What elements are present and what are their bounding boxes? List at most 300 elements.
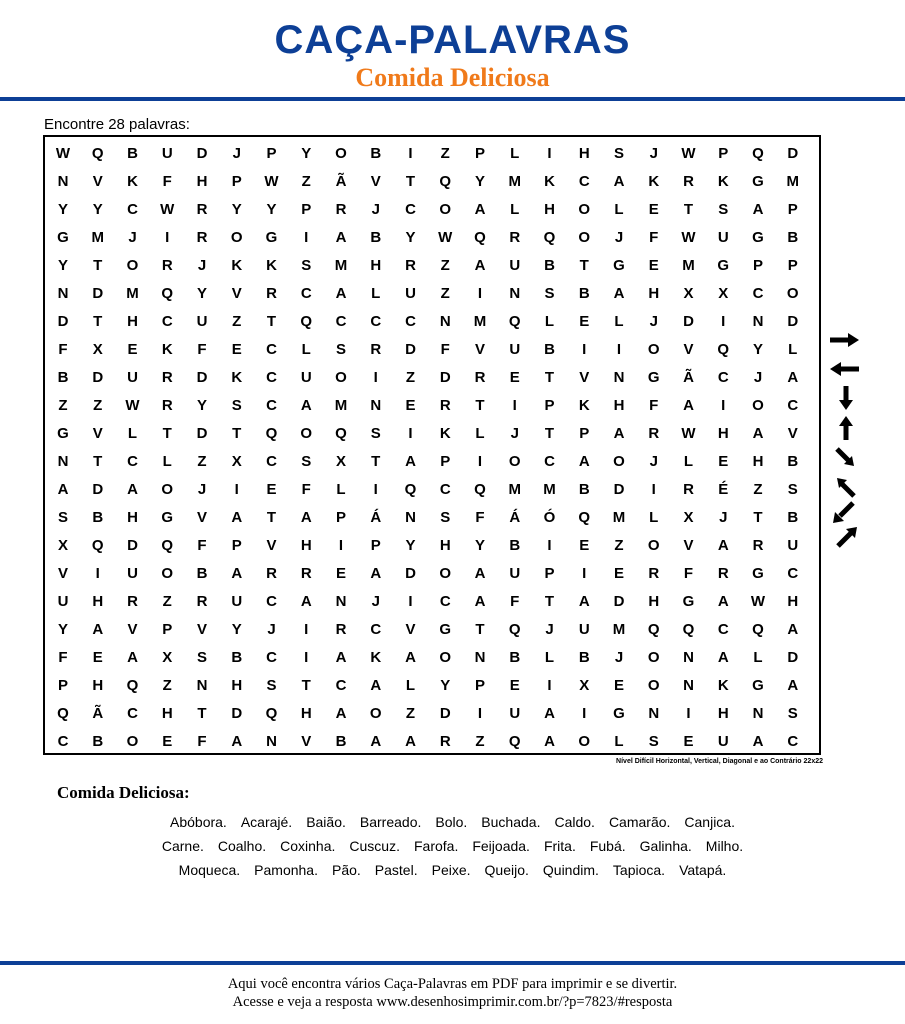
grid-letter: Y <box>440 677 451 694</box>
grid-letter: P <box>231 173 242 190</box>
grid-letter: N <box>509 285 521 302</box>
grid-letter: U <box>717 229 729 246</box>
grid-letter: Z <box>58 397 68 414</box>
grid-letter: R <box>509 229 521 246</box>
grid-letter: D <box>196 369 208 386</box>
grid-letter: H <box>127 313 138 330</box>
grid-letter: R <box>300 565 312 582</box>
grid-letter: J <box>232 145 241 162</box>
grid-letter: E <box>579 313 590 330</box>
word-list-title: Comida Deliciosa: <box>57 783 190 802</box>
grid-letter: D <box>439 705 451 722</box>
grid-letter: D <box>613 593 625 610</box>
grid-letter: C <box>335 313 347 330</box>
grid-letter: J <box>649 453 658 470</box>
grid-letter: C <box>405 313 416 330</box>
word-item: Galinha. <box>639 838 692 854</box>
grid-letter: M <box>682 257 695 274</box>
grid-letter: D <box>405 565 416 582</box>
grid-letter: J <box>545 621 554 638</box>
grid-letter: L <box>788 341 798 358</box>
grid-letter: B <box>92 733 104 750</box>
grid-letter: N <box>613 369 625 386</box>
grid-letter: S <box>648 733 659 750</box>
grid-letter: I <box>547 677 552 694</box>
grid-letter: U <box>161 145 173 162</box>
grid-letter: X <box>57 537 68 554</box>
grid-letter: H <box>300 705 312 722</box>
grid-letter: S <box>57 509 68 526</box>
grid-row <box>45 589 819 615</box>
grid-letter: C <box>752 285 764 302</box>
word-item: Carne. <box>161 838 204 854</box>
word-item: Frita. <box>543 838 576 854</box>
grid-letter: N <box>405 509 416 526</box>
grid-letter: O <box>578 201 591 218</box>
grid-letter: O <box>647 677 660 694</box>
grid-letter: H <box>544 201 555 218</box>
grid-letter: O <box>508 453 521 470</box>
grid-letter: Y <box>57 621 68 638</box>
page-subtitle: Comida Deliciosa <box>355 63 550 92</box>
grid-letter: D <box>787 145 799 162</box>
grid-letter: B <box>231 649 243 666</box>
word-item: Peixe. <box>431 862 471 878</box>
grid-letter: F <box>197 733 207 750</box>
grid-letter: T <box>371 453 381 470</box>
puzzle-instruction: Encontre 28 palavras: <box>44 116 190 133</box>
grid-letter: D <box>405 341 416 358</box>
grid-letter: Á <box>370 509 382 526</box>
word-list-line <box>0 810 905 834</box>
grid-letter: B <box>335 733 347 750</box>
grid-letter: Y <box>92 201 103 218</box>
grid-letter: A <box>370 565 382 582</box>
grid-letter: B <box>509 537 521 554</box>
word-item: Pamonha. <box>254 862 318 878</box>
grid-letter: L <box>753 649 763 666</box>
grid-letter: A <box>370 733 382 750</box>
grid-letter: Y <box>752 341 763 358</box>
grid-letter: C <box>266 341 277 358</box>
grid-letter: C <box>717 369 729 386</box>
grid-letter: T <box>162 425 172 442</box>
grid-letter: H <box>370 257 382 274</box>
grid-letter: D <box>92 481 104 498</box>
grid-letter: A <box>300 509 312 526</box>
grid-letter: Y <box>405 537 416 554</box>
grid-letter: P <box>544 565 555 582</box>
grid-letter: X <box>579 677 590 694</box>
grid-letter: Q <box>335 425 347 442</box>
word-item: Tapioca. <box>612 862 666 878</box>
grid-letter: L <box>405 677 416 694</box>
grid-letter: O <box>647 649 660 666</box>
grid-letter: C <box>439 593 451 610</box>
grid-letter: E <box>613 677 624 694</box>
grid-letter: T <box>683 201 694 218</box>
grid-letter: R <box>752 537 764 554</box>
word-item: Barreado. <box>359 814 422 830</box>
grid-letter: R <box>439 397 451 414</box>
grid-letter: A <box>127 649 138 666</box>
arrow-up-right-icon <box>838 527 857 546</box>
grid-letter: V <box>92 173 103 190</box>
grid-letter: M <box>473 313 487 330</box>
grid-letter: A <box>474 593 486 610</box>
grid-letter: T <box>232 425 242 442</box>
footer-line-2: Acesse e veja a resposta www.desenhosimprimir.com.br/?p=7823/#resposta <box>232 994 673 1010</box>
grid-letter: B <box>127 145 138 162</box>
grid-letter: B <box>370 229 382 246</box>
grid-letter: Z <box>405 705 416 722</box>
grid-letter: S <box>718 201 729 218</box>
grid-letter: Z <box>301 173 311 190</box>
word-item: Quindim. <box>542 862 599 878</box>
grid-letter: M <box>334 257 348 274</box>
grid-row <box>45 365 819 391</box>
grid-letter: Z <box>162 677 172 694</box>
grid-letter: H <box>196 173 208 190</box>
grid-letter: C <box>439 481 451 498</box>
grid-letter: M <box>543 481 556 498</box>
grid-letter: Z <box>475 733 485 750</box>
grid-letter: R <box>161 257 173 274</box>
grid-letter: R <box>717 565 729 582</box>
grid-letter: N <box>196 677 208 694</box>
grid-letter: B <box>578 649 590 666</box>
grid-letter: P <box>440 453 451 470</box>
grid-letter: C <box>370 621 382 638</box>
grid-letter: B <box>787 509 799 526</box>
grid-letter: C <box>127 705 138 722</box>
grid-letter: T <box>753 509 763 526</box>
grid-letter: F <box>683 565 694 582</box>
grid-letter: R <box>405 257 416 274</box>
grid-letter: Q <box>57 705 69 722</box>
grid-letter: D <box>196 145 208 162</box>
grid-letter: F <box>649 229 659 246</box>
grid-letter: S <box>301 257 312 274</box>
word-item: Fubá. <box>589 838 626 854</box>
grid-letter: C <box>266 593 277 610</box>
grid-letter: D <box>439 369 451 386</box>
grid-letter: E <box>509 677 520 694</box>
grid-letter: R <box>335 621 347 638</box>
word-item: Farofa. <box>413 838 459 854</box>
arrow-down-right-icon <box>837 449 854 466</box>
grid-letter: G <box>613 257 625 274</box>
grid-letter: R <box>161 397 173 414</box>
grid-letter: G <box>752 173 764 190</box>
grid-letter: A <box>127 481 138 498</box>
grid-letter: W <box>125 397 140 414</box>
grid-letter: A <box>370 677 382 694</box>
grid-letter: A <box>300 593 312 610</box>
grid-letter: R <box>266 565 277 582</box>
grid-letter: W <box>55 145 71 162</box>
grid-letter: A <box>405 733 416 750</box>
grid-letter: Q <box>752 621 764 638</box>
grid-letter: E <box>335 565 346 582</box>
grid-letter: J <box>371 201 380 218</box>
grid-letter: A <box>683 397 694 414</box>
grid-letter: M <box>508 481 521 498</box>
grid-letter: V <box>683 341 694 358</box>
grid-letter: A <box>544 705 555 722</box>
grid-letter: A <box>335 649 347 666</box>
grid-letter: K <box>231 369 243 386</box>
grid-letter: J <box>197 257 207 274</box>
grid-letter: G <box>682 593 695 610</box>
grid-letter: L <box>683 453 694 470</box>
grid-letter: I <box>721 313 726 330</box>
word-item: Queijo. <box>484 862 529 878</box>
grid-letter: Q <box>717 341 730 358</box>
grid-letter: Ó <box>543 509 556 526</box>
grid-letter: Á <box>509 509 521 526</box>
grid-letter: Q <box>126 677 139 694</box>
grid-letter: S <box>440 509 451 526</box>
grid-letter: I <box>304 649 309 666</box>
grid-letter: B <box>787 229 799 246</box>
grid-letter: A <box>335 229 347 246</box>
grid-letter: J <box>371 593 380 610</box>
grid-letter: T <box>544 593 555 610</box>
grid-letter: X <box>683 285 694 302</box>
grid-letter: R <box>161 369 173 386</box>
grid-letter: Q <box>439 173 452 190</box>
grid-letter: S <box>335 341 346 358</box>
grid-letter: J <box>267 621 276 638</box>
direction-arrows-legend <box>826 328 866 558</box>
grid-letter: N <box>266 733 277 750</box>
grid-letter: F <box>162 173 172 190</box>
grid-letter: O <box>439 201 452 218</box>
grid-letter: E <box>162 733 173 750</box>
word-list-line <box>0 834 905 858</box>
grid-letter: E <box>648 257 659 274</box>
grid-letter: C <box>578 173 590 190</box>
grid-letter: C <box>787 397 799 414</box>
footer-divider <box>0 961 905 965</box>
grid-letter: A <box>787 621 799 638</box>
grid-letter: T <box>301 677 311 694</box>
grid-letter: L <box>510 145 520 162</box>
grid-letter: G <box>57 425 69 442</box>
grid-letter: Z <box>93 397 103 414</box>
grid-letter: I <box>304 621 309 638</box>
grid-letter: N <box>752 313 764 330</box>
grid-letter: H <box>787 593 799 610</box>
grid-letter: F <box>301 481 311 498</box>
grid-letter: C <box>127 201 138 218</box>
grid-letter: L <box>371 285 381 302</box>
arrow-left-icon <box>830 362 859 376</box>
grid-letter: H <box>613 397 625 414</box>
grid-letter: Y <box>196 397 207 414</box>
grid-letter: Y <box>196 285 207 302</box>
word-item: Coxinha. <box>280 838 336 854</box>
grid-letter: P <box>544 397 555 414</box>
grid-letter: X <box>231 453 242 470</box>
grid-letter: U <box>300 369 312 386</box>
grid-letter: L <box>614 313 624 330</box>
grid-letter: M <box>91 229 104 246</box>
grid-letter: B <box>578 285 590 302</box>
word-item: Baião. <box>306 814 346 830</box>
grid-letter: Z <box>405 369 416 386</box>
grid-letter: Y <box>474 537 485 554</box>
grid-letter: T <box>475 621 485 638</box>
grid-letter: U <box>578 621 590 638</box>
grid-letter: P <box>57 677 68 694</box>
grid-letter: C <box>127 453 138 470</box>
grid-letter: Q <box>578 509 591 526</box>
grid-letter: W <box>681 425 696 442</box>
grid-letter: I <box>686 705 691 722</box>
grid-letter: Z <box>440 285 450 302</box>
grid-letter: K <box>578 397 590 414</box>
grid-letter: S <box>370 425 381 442</box>
grid-letter: Y <box>231 621 242 638</box>
grid-letter: A <box>752 733 764 750</box>
grid-letter: D <box>231 705 243 722</box>
grid-letter: P <box>787 257 798 274</box>
grid-letter: S <box>196 649 207 666</box>
grid-letter: R <box>196 593 208 610</box>
grid-letter: I <box>582 341 587 358</box>
grid-letter: I <box>582 705 587 722</box>
grid-letter: V <box>57 565 68 582</box>
arrow-right-icon <box>830 333 859 347</box>
word-item: Caldo. <box>554 814 595 830</box>
grid-letter: D <box>683 313 694 330</box>
grid-letter: A <box>613 425 625 442</box>
grid-letter: K <box>370 649 382 666</box>
grid-letter: K <box>717 677 729 694</box>
grid-letter: T <box>266 509 277 526</box>
grid-letter: Z <box>614 537 624 554</box>
grid-letter: O <box>439 565 452 582</box>
grid-letter: U <box>787 537 799 554</box>
grid-letter: A <box>231 509 243 526</box>
grid-row <box>45 169 819 195</box>
grid-row <box>45 673 819 699</box>
grid-letter: Q <box>300 313 313 330</box>
grid-letter: D <box>127 537 138 554</box>
grid-row <box>45 505 819 531</box>
grid-letter: T <box>197 705 207 722</box>
grid-letter: Q <box>474 481 486 498</box>
grid-letter: J <box>128 229 137 246</box>
grid-letter: I <box>616 341 622 358</box>
grid-letter: T <box>544 369 555 386</box>
grid-letter: Y <box>405 229 416 246</box>
grid-letter: A <box>717 537 729 554</box>
grid-letter: Y <box>474 173 485 190</box>
grid-letter: P <box>162 621 173 638</box>
grid-letter: S <box>787 705 798 722</box>
grid-letter: Q <box>265 705 278 722</box>
grid-letter: Y <box>266 201 277 218</box>
grid-letter: W <box>264 173 279 190</box>
grid-letter: N <box>648 705 660 722</box>
grid-letter: C <box>787 565 799 582</box>
grid-letter: C <box>57 733 69 750</box>
grid-letter: I <box>547 145 552 162</box>
grid-row <box>45 729 819 755</box>
grid-letter: H <box>752 453 764 470</box>
grid-letter: D <box>57 313 69 330</box>
grid-letter: V <box>301 733 312 750</box>
grid-letter: O <box>300 425 313 442</box>
grid-letter: A <box>717 649 729 666</box>
grid-letter: K <box>231 257 243 274</box>
grid-letter: W <box>681 145 696 162</box>
grid-letter: T <box>93 453 103 470</box>
grid-letter: A <box>787 677 799 694</box>
grid-letter: D <box>196 425 208 442</box>
grid-letter: B <box>196 565 208 582</box>
grid-letter: A <box>92 621 104 638</box>
grid-letter: A <box>717 593 729 610</box>
grid-letter: R <box>266 285 277 302</box>
grid-letter: T <box>93 313 103 330</box>
grid-letter: B <box>544 257 555 274</box>
grid-letter: F <box>58 649 68 666</box>
word-list-line <box>0 858 905 882</box>
grid-letter: D <box>92 369 104 386</box>
grid-letter: A <box>57 481 69 498</box>
grid-letter: Y <box>301 145 312 162</box>
grid-row <box>45 281 819 307</box>
grid-letter: M <box>334 397 348 414</box>
grid-row <box>45 225 819 251</box>
grid-letter: U <box>57 593 69 610</box>
footer <box>0 975 905 1011</box>
grid-letter: P <box>266 145 277 162</box>
grid-letter: G <box>717 257 730 274</box>
grid-letter: U <box>509 341 521 358</box>
grid-letter: F <box>197 341 207 358</box>
word-item: Coalho. <box>217 838 267 854</box>
grid-letter: C <box>335 677 347 694</box>
grid-letter: C <box>544 453 555 470</box>
grid-letter: G <box>57 229 69 246</box>
grid-letter: E <box>231 341 242 358</box>
grid-letter: M <box>612 621 626 638</box>
grid-letter: G <box>439 621 452 638</box>
grid-letter: O <box>230 229 243 246</box>
grid-letter: Q <box>543 229 556 246</box>
grid-letter: A <box>474 257 486 274</box>
grid-row <box>45 253 819 279</box>
grid-letter: E <box>579 537 590 554</box>
grid-letter: U <box>509 705 521 722</box>
grid-letter: B <box>370 145 382 162</box>
grid-letter: E <box>509 369 520 386</box>
grid-letter: I <box>165 229 170 246</box>
grid-letter: A <box>335 285 347 302</box>
grid-letter: A <box>613 173 625 190</box>
grid-letter: G <box>752 229 764 246</box>
grid-letter: A <box>578 453 590 470</box>
grid-letter: X <box>718 285 729 302</box>
grid-letter: T <box>266 313 277 330</box>
grid-letter: C <box>300 285 312 302</box>
grid-row <box>45 617 819 643</box>
